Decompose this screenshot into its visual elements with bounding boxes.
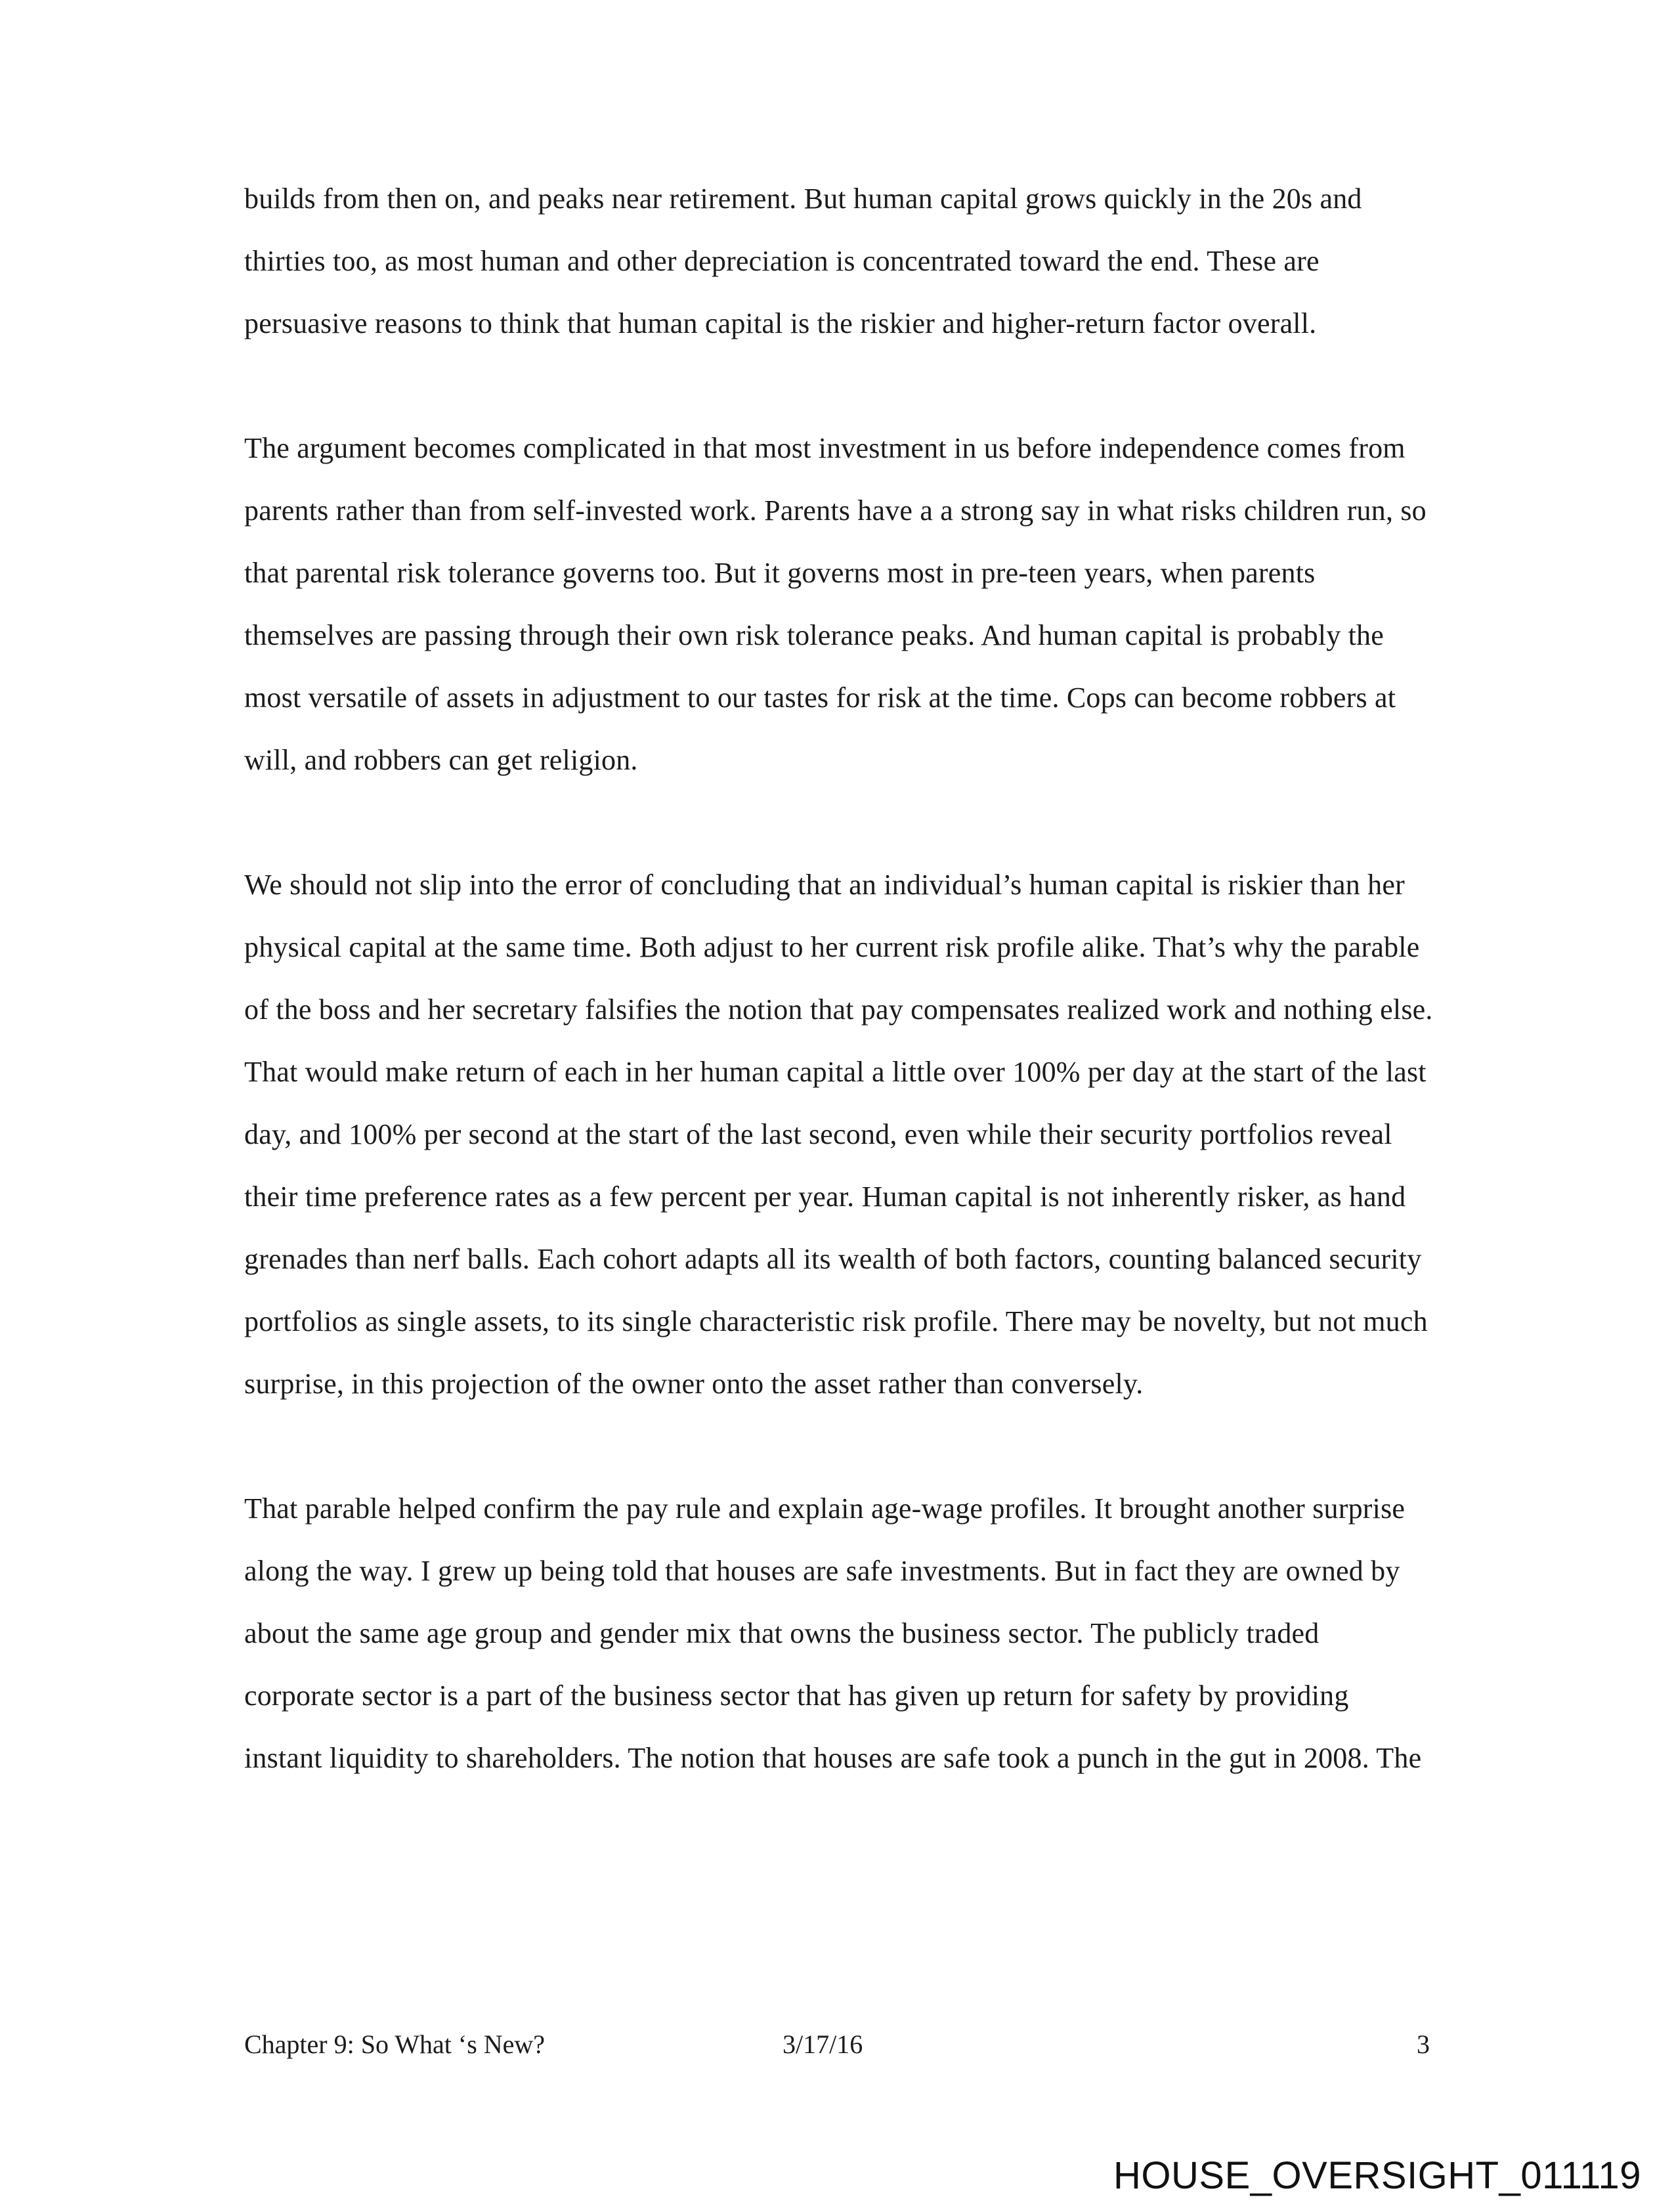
paragraph: That parable helped confirm the pay rule and explain age-wage profiles. It brought another surprise along the way. I grew up being told that houses are safe investments. But in fact they are owned by about the same age group and gender mix that owns the business sector. The publicly traded corporate sector is a part of the business sector that has given up return for safety by providing instant liquidity to shareholders. The notion that houses are safe took a punch in the gut in 2008. The: [244, 1492, 1422, 1774]
footer-date: 3/17/16: [783, 2029, 863, 2059]
paragraph: The argument becomes complicated in that most investment in us before independence comes from parents rather than from self-invested work. Parents have a a strong say in what risks children run, so that parental risk tolerance governs too. But it governs most in pre-teen years, when parents themselves are passing through their own risk tolerance peaks. And human capital is probably the most versatile of assets in adjustment to our tastes for risk at the time. Cops can become robbers at will, and robbers can get religion.: [244, 432, 1427, 776]
body-text: [244, 167, 1434, 1852]
paragraph: builds from then on, and peaks near retirement. But human capital grows quickly in the 20s and thirties too, as most human and other depreciation is concentrated toward the end. These are persuasive reasons to think that human capital is the riskier and higher-return factor overall.: [244, 183, 1362, 339]
page-footer: [244, 2029, 1430, 2060]
footer-page-number: 3: [1417, 2029, 1430, 2059]
footer-chapter-title: Chapter 9: So What ‘s New?: [244, 2029, 546, 2059]
oversight-stamp: HOUSE_OVERSIGHT_011119: [1113, 2154, 1641, 2197]
paragraph: We should not slip into the error of concluding that an individual’s human capital is riskier than her physical capital at the same time. Both adjust to her current risk profile alike. That’s why the parable of the boss and her secretary falsifies the notion that pay compensates realized work and nothing else. That would make return of each in her human capital a little over 100% per day at the start of the last day, and 100% per second at the start of the last second, even while their security portfolios reveal their time preference rates as a few percent per year. Human capital is not inherently risker, as hand grenades than nerf balls. Each cohort adapts all its wealth of both factors, counting balanced security portfolios as single assets, to its single characteristic risk profile. There may be novelty, but not much surprise, in this projection of the owner onto the asset rather than conversely.: [244, 869, 1433, 1400]
